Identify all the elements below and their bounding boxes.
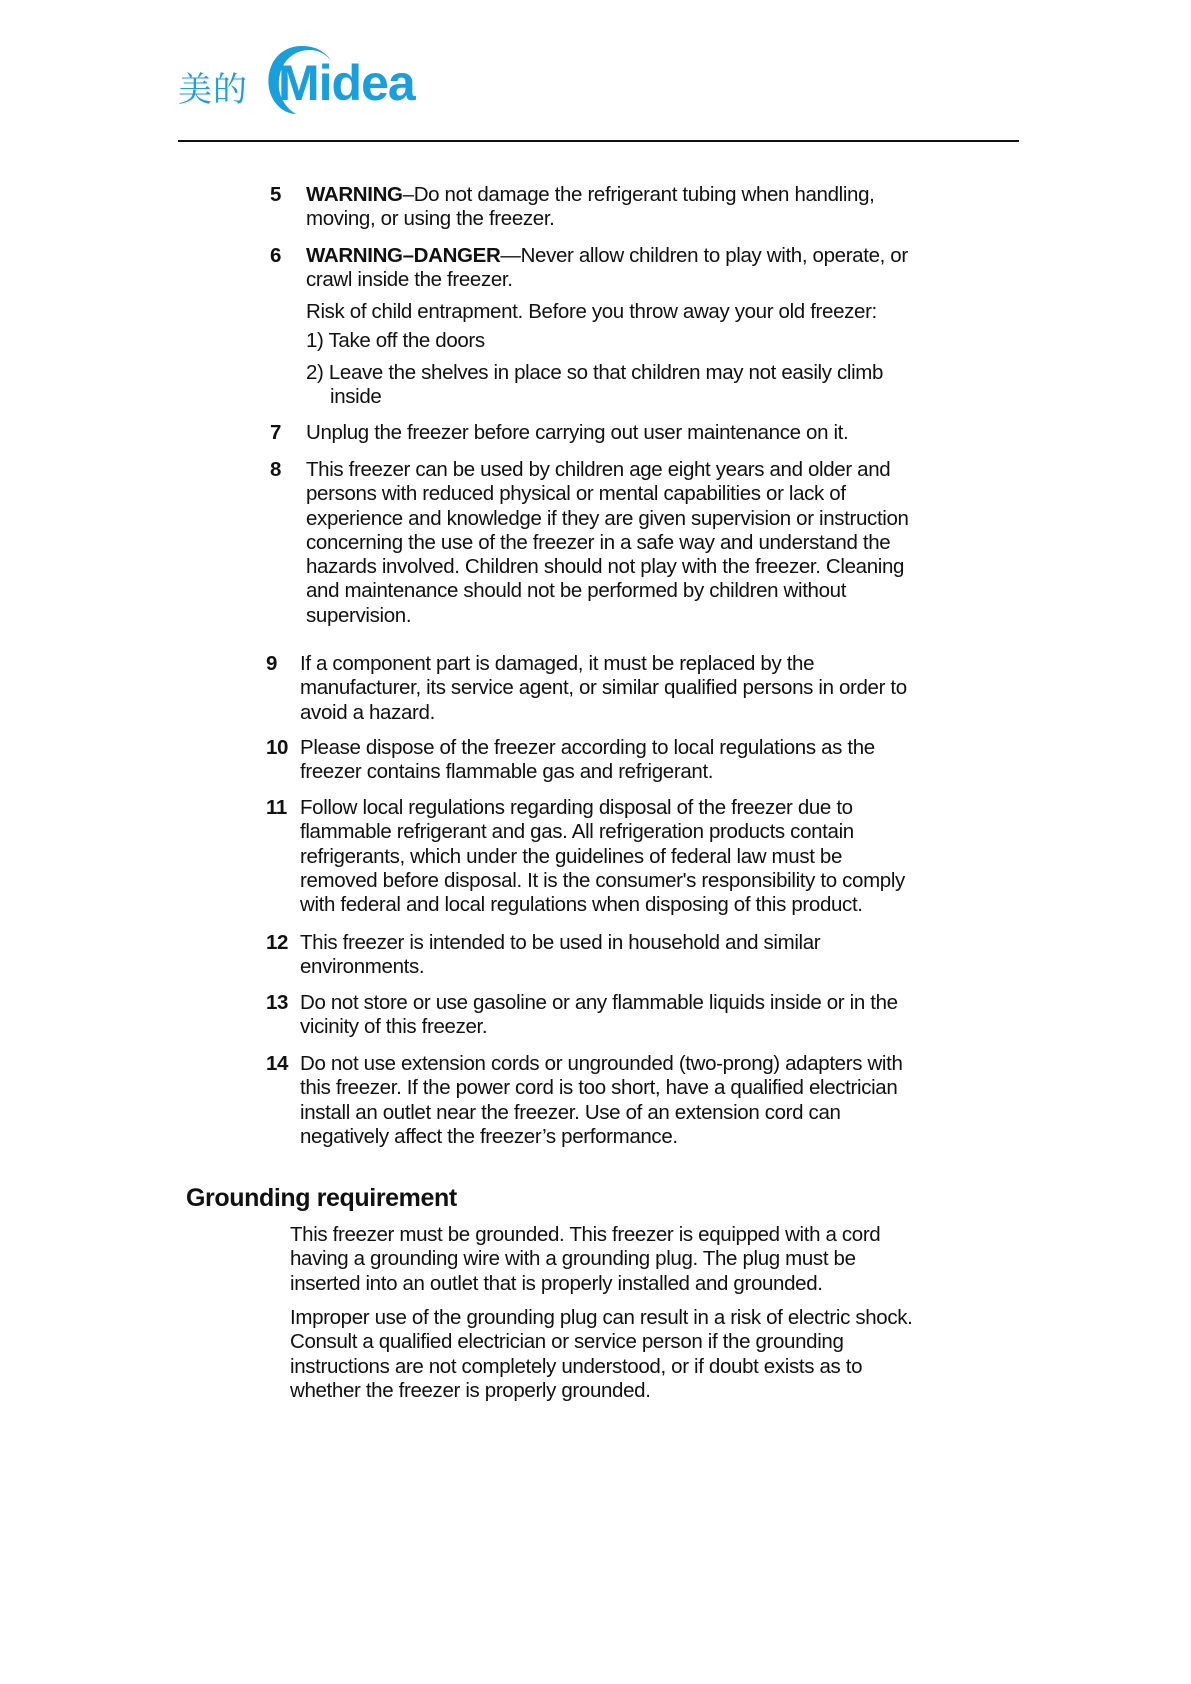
midea-logo bbox=[178, 40, 448, 116]
item-text bbox=[306, 300, 877, 324]
item-text-line: Risk of child entrapment. Before you throw away your old freezer: bbox=[306, 300, 877, 323]
item-number: 6 bbox=[270, 244, 282, 267]
item-text bbox=[306, 361, 883, 410]
item-text-line bbox=[306, 244, 908, 268]
item-number: 10 bbox=[266, 736, 289, 759]
item-text bbox=[300, 1052, 903, 1149]
item-text bbox=[306, 244, 908, 293]
item-text-line: Do not store or use gasoline or any flammable liquids inside or in the bbox=[300, 991, 898, 1014]
item-text bbox=[306, 183, 875, 232]
warning-label: WARNING bbox=[306, 183, 403, 206]
item-text-rest: –Do not damage the refrigerant tubing when handling, bbox=[402, 183, 875, 206]
grounding-paragraph bbox=[290, 1306, 912, 1403]
item-text-line: Please dispose of the freezer according to local regulations as the bbox=[300, 736, 875, 759]
item-text bbox=[300, 652, 907, 725]
item-text bbox=[306, 329, 485, 353]
item-number: 13 bbox=[266, 991, 289, 1014]
item-text-line: Follow local regulations regarding disposal of the freezer due to bbox=[300, 796, 853, 819]
item-text-line: and maintenance should not be performed by children without bbox=[306, 579, 847, 603]
item-number: 8 bbox=[270, 458, 282, 481]
header-divider bbox=[178, 140, 1019, 142]
item-text-line: 2) Leave the shelves in place so that children may not easily climb bbox=[306, 361, 884, 384]
logo-chinese-text: 美的 bbox=[178, 70, 248, 110]
item-text-line: freezer contains flammable gas and refrigerant. bbox=[300, 760, 714, 784]
item-text-line: avoid a hazard. bbox=[300, 700, 435, 724]
item-text-line: install an outlet near the freezer. Use of an extension cord can bbox=[300, 1100, 841, 1124]
item-number: 11 bbox=[266, 796, 287, 819]
item-text bbox=[306, 421, 848, 445]
item-text-line: this freezer. If the power cord is too short, have a qualified electrician bbox=[300, 1076, 898, 1100]
warning-label: WARNING–DANGER bbox=[306, 244, 501, 267]
item-text bbox=[300, 931, 820, 980]
logo-english-text: Midea bbox=[278, 55, 415, 111]
item-text-line: removed before disposal. It is the consumer's responsibility to comply bbox=[300, 868, 905, 892]
item-text-line: Unplug the freezer before carrying out user maintenance on it. bbox=[306, 421, 849, 444]
item-text-line: moving, or using the freezer. bbox=[306, 207, 555, 231]
item-text-line: persons with reduced physical or mental capabilities or lack of bbox=[306, 482, 846, 506]
item-number: 7 bbox=[270, 421, 282, 444]
item-text bbox=[300, 991, 898, 1040]
item-text-line: hazards involved. Children should not play with the freezer. Cleaning bbox=[306, 555, 905, 579]
grounding-paragraph bbox=[290, 1223, 880, 1296]
item-text-line: environments. bbox=[300, 955, 425, 979]
item-text bbox=[300, 736, 875, 785]
item-text-line: This freezer is intended to be used in household and similar bbox=[300, 931, 821, 954]
item-text-line: If a component part is damaged, it must be replaced by the bbox=[300, 652, 815, 675]
paragraph-line: whether the freezer is properly grounded. bbox=[290, 1378, 651, 1402]
paragraph-line: Consult a qualified electrician or service person if the grounding bbox=[290, 1330, 844, 1354]
item-text-rest: —Never allow children to play with, operate, or bbox=[500, 244, 908, 267]
item-text-line: vicinity of this freezer. bbox=[300, 1015, 488, 1039]
item-text-line: This freezer can be used by children age eight years and older and bbox=[306, 458, 891, 481]
item-text-line: experience and knowledge if they are given supervision or instruction bbox=[306, 506, 909, 530]
paragraph-line: instructions are not completely understood, or if doubt exists as to bbox=[290, 1354, 863, 1378]
item-number: 14 bbox=[266, 1052, 289, 1075]
paragraph-line: This freezer must be grounded. This freezer is equipped with a cord bbox=[290, 1223, 881, 1246]
item-text-line: 1) Take off the doors bbox=[306, 329, 485, 352]
item-text-line: Do not use extension cords or ungrounded (two-prong) adapters with bbox=[300, 1052, 903, 1075]
paragraph-line: inserted into an outlet that is properly installed and grounded. bbox=[290, 1271, 823, 1295]
item-text-line: refrigerants, which under the guidelines of federal law must be bbox=[300, 844, 843, 868]
item-text-line bbox=[306, 183, 875, 207]
item-number: 5 bbox=[270, 183, 282, 206]
item-text bbox=[306, 458, 909, 628]
item-number: 9 bbox=[266, 652, 278, 675]
paragraph-line: having a grounding wire with a grounding plug. The plug must be bbox=[290, 1247, 856, 1271]
item-text-line: manufacturer, its service agent, or similar qualified persons in order to bbox=[300, 676, 907, 700]
grounding-heading: Grounding requirement bbox=[186, 1184, 457, 1212]
item-text-line: supervision. bbox=[306, 603, 412, 627]
item-text-line: concerning the use of the freezer in a safe way and understand the bbox=[306, 530, 891, 554]
item-text-line: with federal and local regulations when disposing of this product. bbox=[300, 893, 863, 917]
item-number: 12 bbox=[266, 931, 289, 954]
item-text-line: crawl inside the freezer. bbox=[306, 268, 513, 292]
item-text-line: negatively affect the freezer’s performance. bbox=[300, 1124, 678, 1148]
paragraph-line: Improper use of the grounding plug can result in a risk of electric shock. bbox=[290, 1306, 913, 1329]
item-text bbox=[300, 796, 905, 917]
item-text-line: inside bbox=[330, 385, 382, 409]
item-text-line: flammable refrigerant and gas. All refrigeration products contain bbox=[300, 820, 854, 844]
